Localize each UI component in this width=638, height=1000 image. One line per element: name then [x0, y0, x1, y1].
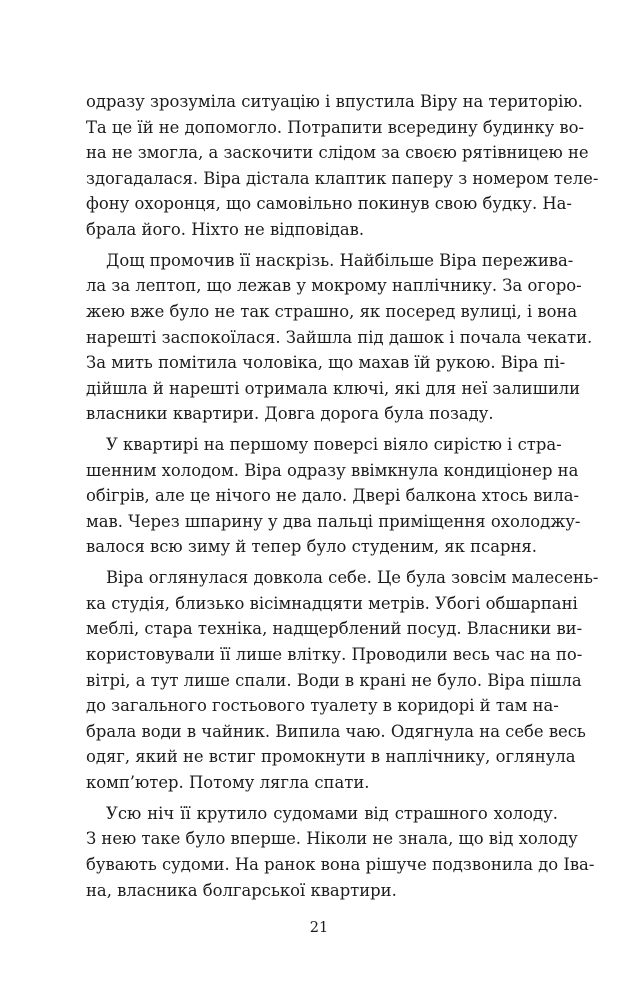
- text-line: шенним холодом. Віра одразу ввімкнула кондиціонер на: [86, 460, 579, 480]
- paragraph: [86, 801, 595, 903]
- paragraph: [86, 432, 581, 560]
- text-line: брала води в чайник. Випила чаю. Одягнула на себе весь: [86, 721, 586, 741]
- text-line: валося всю зиму й тепер було студеним, як псарня.: [86, 537, 537, 557]
- text-line: до загального гостьового туалету в коридорі й там на-: [86, 696, 559, 716]
- text-line: жею вже було не так страшно, як посеред вулиці, і вона: [86, 301, 578, 321]
- page-number: 21: [309, 920, 329, 936]
- text-line: У квартирі на першому поверсі віяло сирістю і стра-: [106, 435, 562, 455]
- text-line: обігрів, але це нічого не дало. Двері балкона хтось вила-: [86, 486, 580, 506]
- paragraph: [86, 248, 593, 427]
- paragraph: [86, 565, 599, 795]
- text-line: мав. Через шпарину у два пальці приміщення охолоджу-: [86, 511, 581, 531]
- text-line: одразу зрозуміла ситуацію і впустила Віру на територію.: [86, 92, 583, 111]
- body-text: [86, 89, 599, 908]
- text-line: на не змогла, а заскочити слідом за своєю рятівницею не: [86, 143, 589, 163]
- text-line: одяг, який не встиг промокнути в наплічнику, оглянула: [86, 747, 576, 767]
- text-line: фону охоронця, що самовільно покинув свою будку. На-: [86, 194, 572, 214]
- text-line: здогадалася. Віра дістала клаптик паперу з номером теле-: [86, 168, 599, 188]
- text-line: дійшла й нарешті отримала ключі, які для неї залишили: [86, 378, 581, 398]
- text-line: З нею таке було вперше. Ніколи не знала, що від холоду: [86, 829, 578, 849]
- text-line: на, власника болгарської квартири.: [86, 880, 397, 900]
- text-line: Дощ промочив її наскрізь. Найбільше Віра пережива-: [106, 250, 574, 270]
- text-line: Віра оглянулася довкола себе. Це була зовсім малесень-: [106, 568, 599, 588]
- text-line: ла за лептоп, що лежав у мокрому наплічнику. За огоро-: [86, 276, 582, 296]
- paragraph: [86, 89, 599, 243]
- text-line: користовували її лише влітку. Проводили весь час на по-: [86, 645, 583, 665]
- text-line: Та це їй не допомогло. Потрапити всередину будинку во-: [86, 117, 585, 137]
- text-line: ка студія, близько вісімнадцяти метрів. Убогі обшарпані: [86, 593, 578, 613]
- text-line: вітрі, а тут лише спали. Води в крані не було. Віра пішла: [86, 670, 582, 690]
- text-line: брала його. Ніхто не відповідав.: [86, 219, 365, 239]
- text-line: меблі, стара техніка, надщерблений посуд. Власники ви-: [86, 619, 583, 639]
- text-line: нарешті заспокоїлася. Зайшла під дашок і почала чекати.: [86, 327, 593, 347]
- text-line: комп’ютер. Потому лягла спати.: [86, 773, 370, 792]
- text-line: власники квартири. Довга дорога була позаду.: [86, 404, 494, 424]
- text-line: За мить помітила чоловіка, що махав їй рукою. Віра пі-: [86, 353, 566, 373]
- text-line: бувають судоми. На ранок вона рішуче подзвонила до Іва-: [86, 854, 595, 874]
- text-line: Усю ніч її крутило судомами від страшного холоду.: [106, 803, 558, 823]
